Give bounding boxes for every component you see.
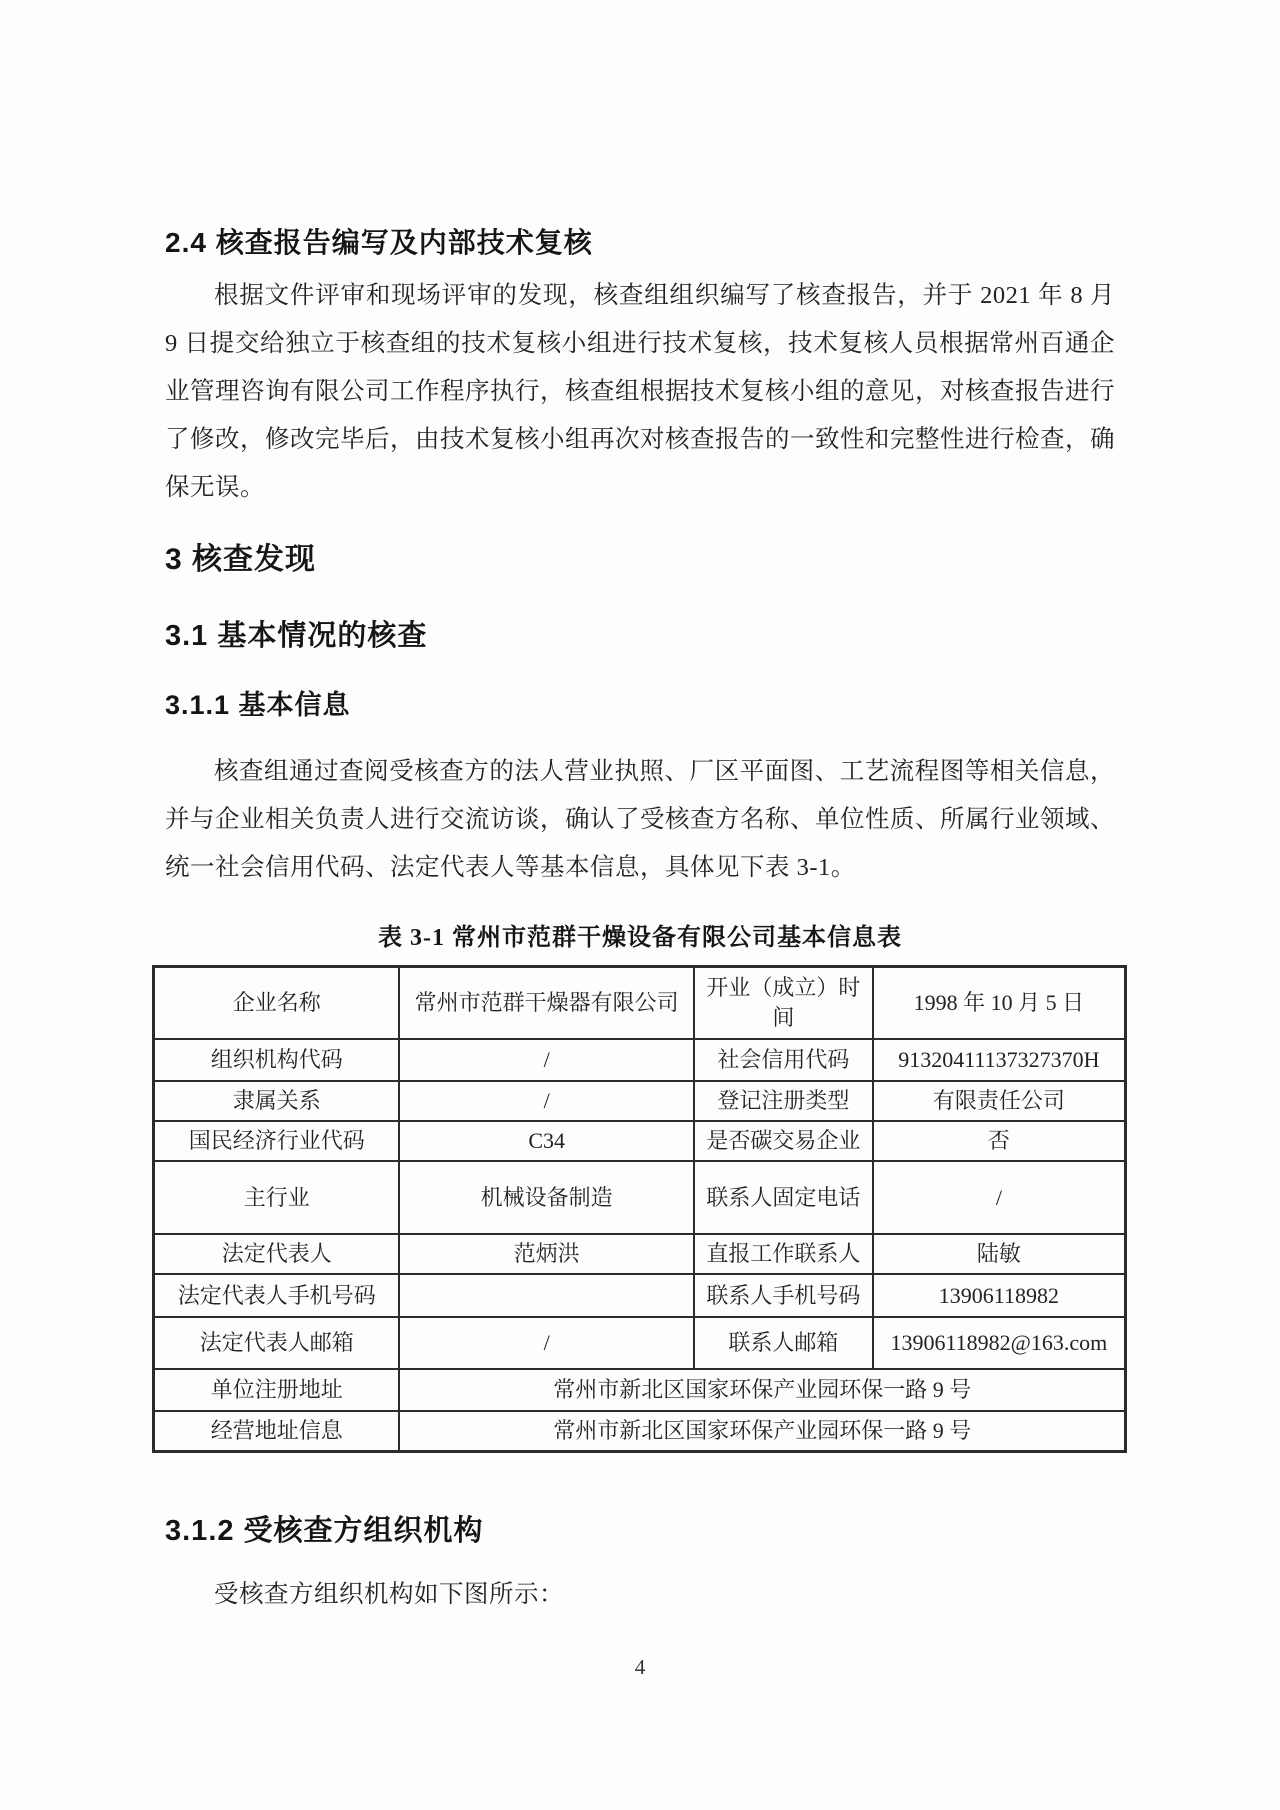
table-row	[154, 966, 1126, 1039]
field-value: 91320411137327370H	[873, 1039, 1126, 1081]
field-value: 常州市新北区国家环保产业园环保一路 9 号	[399, 1369, 1125, 1411]
section-3-1-heading: 3.1 基本情况的核查	[165, 620, 428, 652]
field-value: /	[399, 1039, 694, 1081]
section-3-1-2-paragraph: 受核查方组织机构如下图所示：	[214, 1580, 564, 1608]
document-content	[165, 225, 1115, 1619]
field-label: 开业（成立）时间	[694, 966, 873, 1039]
field-label: 法定代表人邮箱	[154, 1317, 400, 1369]
table-row	[154, 1081, 1126, 1121]
field-label: 社会信用代码	[694, 1039, 873, 1081]
field-label: 组织机构代码	[154, 1039, 400, 1081]
field-value: 机械设备制造	[399, 1161, 694, 1234]
table-row	[154, 1234, 1126, 1274]
basic-info-table	[152, 965, 1127, 1453]
field-value: /	[399, 1317, 694, 1369]
page-number: 4	[634, 1655, 646, 1679]
field-value: 13906118982@163.com	[873, 1317, 1126, 1369]
section-3-1-1-heading: 3.1.1 基本信息	[165, 690, 351, 720]
section-2-4-paragraph: 根据文件评审和现场评审的发现，核查组组织编写了核查报告，并于 2021 年 8 月 9 日提交给独立于核查组的技术复核小组进行技术复核，技术复核人员根据常州百通企业管理咨询有限公司工作程序执行，核查组根据技术复核小组的意见，对核查报告进行了修改，修改完毕后，由技术复核小组再次对核查报告的一致性和完整性进行检查，确保无误。	[165, 282, 1115, 501]
field-label: 主行业	[154, 1161, 400, 1234]
section-3-1-2-heading: 3.1.2 受核查方组织机构	[165, 1514, 484, 1547]
field-value: /	[873, 1161, 1126, 1234]
field-label: 单位注册地址	[154, 1369, 400, 1411]
table-row	[154, 1161, 1126, 1234]
field-label: 直报工作联系人	[694, 1234, 873, 1274]
field-label: 法定代表人	[154, 1234, 400, 1274]
field-value: 范炳洪	[399, 1234, 694, 1274]
field-label: 法定代表人手机号码	[154, 1274, 400, 1317]
field-value: 否	[873, 1121, 1126, 1161]
field-value: 1998 年 10 月 5 日	[873, 966, 1126, 1039]
table-row	[154, 1369, 1126, 1411]
field-label: 联系人手机号码	[694, 1274, 873, 1317]
section-3-1-1-paragraph: 核查组通过查阅受核查方的法人营业执照、厂区平面图、工艺流程图等相关信息，并与企业相关负责人进行交流访谈，确认了受核查方名称、单位性质、所属行业领域、统一社会信用代码、法定代表人等基本信息，具体见下表 3-1。	[165, 758, 1115, 881]
table-row	[154, 1317, 1126, 1369]
table-3-1-caption: 表 3-1 常州市范群干燥设备有限公司基本信息表	[378, 924, 902, 951]
field-value: 常州市范群干燥器有限公司	[399, 966, 694, 1039]
section-2-4-heading: 2.4 核查报告编写及内部技术复核	[165, 227, 593, 258]
section-3-heading: 3 核查发现	[165, 543, 317, 576]
table-row	[154, 1274, 1126, 1317]
field-label: 经营地址信息	[154, 1411, 400, 1451]
field-label: 国民经济行业代码	[154, 1121, 400, 1161]
field-label: 登记注册类型	[694, 1081, 873, 1121]
table-row	[154, 1411, 1126, 1451]
field-label: 隶属关系	[154, 1081, 400, 1121]
table-row	[154, 1039, 1126, 1081]
field-value: 陆敏	[873, 1234, 1126, 1274]
field-value: C34	[399, 1121, 694, 1161]
field-label: 企业名称	[154, 966, 400, 1039]
field-label: 联系人固定电话	[694, 1161, 873, 1234]
table-row	[154, 1121, 1126, 1161]
field-value: 13906118982	[873, 1274, 1126, 1317]
field-label: 联系人邮箱	[694, 1317, 873, 1369]
field-value: /	[399, 1081, 694, 1121]
field-label: 是否碳交易企业	[694, 1121, 873, 1161]
field-value: 有限责任公司	[873, 1081, 1126, 1121]
field-value: 常州市新北区国家环保产业园环保一路 9 号	[399, 1411, 1125, 1451]
field-value	[399, 1274, 694, 1317]
